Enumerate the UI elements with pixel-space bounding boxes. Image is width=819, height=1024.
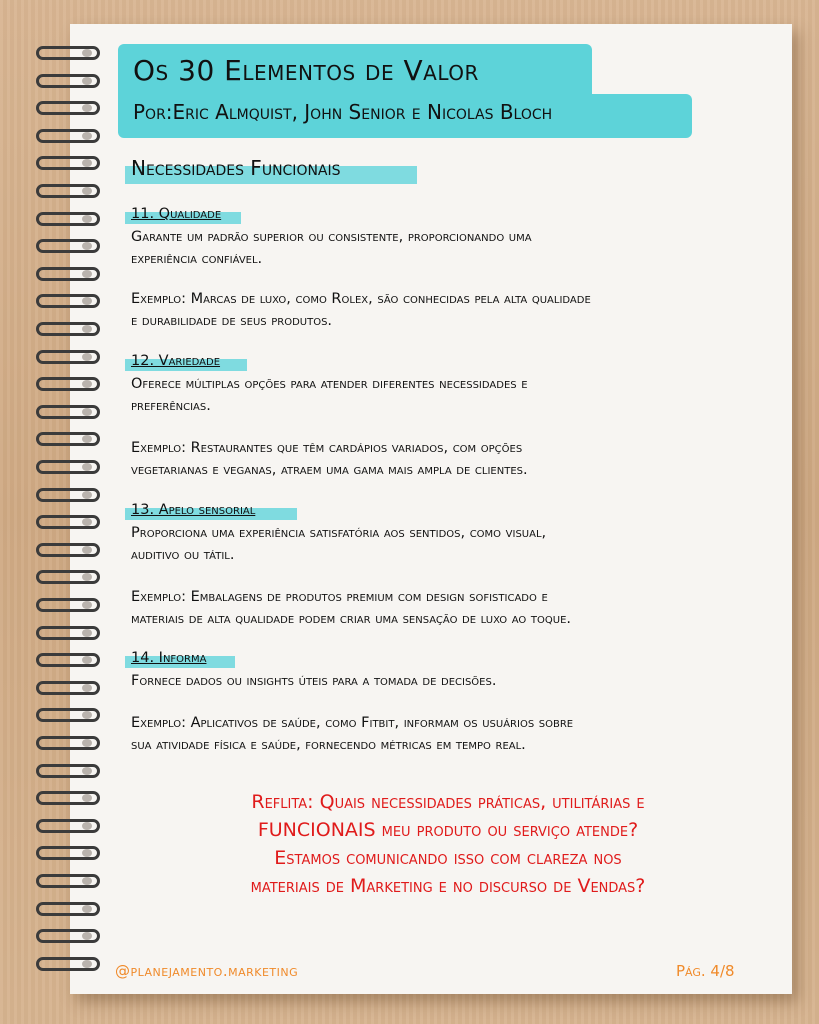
reflection-line: FUNCIONAIS meu produto ou serviço atende? bbox=[257, 819, 639, 841]
item-heading: 13. Apelo sensorial bbox=[131, 502, 256, 518]
text-line: Fornece dados ou insights úteis para a tomada de decisões. bbox=[131, 673, 497, 689]
item-heading: 12. Variedade bbox=[131, 353, 221, 369]
item-description bbox=[131, 373, 771, 417]
reflection-line: Estamos comunicando isso com clareza nos bbox=[274, 847, 622, 869]
spiral-ring bbox=[36, 46, 100, 60]
text-line: sua atividade física e saúde, fornecendo métricas em tempo real. bbox=[131, 737, 526, 753]
text-line: preferências. bbox=[131, 398, 211, 414]
item-description bbox=[131, 226, 771, 270]
spiral-ring bbox=[36, 350, 100, 364]
spiral-ring bbox=[36, 819, 100, 833]
spiral-ring bbox=[36, 874, 100, 888]
section-title: Necessidades Funcionais bbox=[131, 156, 341, 180]
reflection-line: Reflita: Quais necessidades práticas, utilitárias e bbox=[251, 791, 645, 813]
spiral-ring bbox=[36, 598, 100, 612]
spiral-ring bbox=[36, 708, 100, 722]
spiral-ring bbox=[36, 764, 100, 778]
spiral-ring bbox=[36, 846, 100, 860]
spiral-ring bbox=[36, 791, 100, 805]
item-example bbox=[131, 586, 771, 630]
item-example bbox=[131, 712, 771, 756]
spiral-ring bbox=[36, 239, 100, 253]
spiral-ring bbox=[36, 405, 100, 419]
spiral-ring bbox=[36, 184, 100, 198]
item-heading: 14. Informa bbox=[131, 650, 207, 666]
spiral-ring bbox=[36, 681, 100, 695]
spiral-ring bbox=[36, 74, 100, 88]
text-line: Proporciona uma experiência satisfatória aos sentidos, como visual, bbox=[131, 525, 547, 541]
spiral-ring bbox=[36, 377, 100, 391]
text-line: experiência confiável. bbox=[131, 251, 263, 267]
spiral-ring bbox=[36, 543, 100, 557]
social-handle: @planejamento.marketing bbox=[115, 962, 299, 980]
spiral-ring bbox=[36, 322, 100, 336]
spiral-ring bbox=[36, 902, 100, 916]
spiral-ring bbox=[36, 570, 100, 584]
spiral-ring bbox=[36, 626, 100, 640]
text-line: Exemplo: Aplicativos de saúde, como Fitbit, informam os usuários sobre bbox=[131, 715, 574, 731]
spiral-ring bbox=[36, 515, 100, 529]
text-line: auditivo ou tátil. bbox=[131, 547, 235, 563]
text-line: Exemplo: Restaurantes que têm cardápios variados, com opções bbox=[131, 440, 523, 456]
spiral-ring bbox=[36, 460, 100, 474]
reflection-line: materiais de Marketing e no discurso de Vendas? bbox=[250, 875, 646, 897]
spiral-ring bbox=[36, 432, 100, 446]
text-line: Exemplo: Marcas de luxo, como Rolex, são conhecidas pela alta qualidade bbox=[131, 291, 591, 307]
spiral-ring bbox=[36, 957, 100, 971]
text-line: Exemplo: Embalagens de produtos premium com design sofisticado e bbox=[131, 589, 548, 605]
spiral-ring bbox=[36, 294, 100, 308]
text-line: Garante um padrão superior ou consistente, proporcionando uma bbox=[131, 229, 532, 245]
item-description bbox=[131, 670, 771, 692]
page-title: Os 30 Elementos de Valor bbox=[133, 54, 479, 87]
spiral-ring bbox=[36, 156, 100, 170]
spiral-ring bbox=[36, 653, 100, 667]
item-example bbox=[131, 288, 771, 332]
author-line: Por:Eric Almquist, John Senior e Nicolas Bloch bbox=[133, 100, 553, 124]
spiral-ring bbox=[36, 129, 100, 143]
text-line: materiais de alta qualidade podem criar uma sensação de luxo ao toque. bbox=[131, 611, 572, 627]
spiral-ring bbox=[36, 267, 100, 281]
text-line: Oferece múltiplas opções para atender diferentes necessidades e bbox=[131, 376, 528, 392]
reflection-question bbox=[128, 788, 768, 900]
item-heading: 11. Qualidade bbox=[131, 206, 222, 222]
text-line: vegetarianas e veganas, atraem uma gama mais ampla de clientes. bbox=[131, 462, 528, 478]
spiral-ring bbox=[36, 101, 100, 115]
text-line: e durabilidade de seus produtos. bbox=[131, 313, 333, 329]
item-description bbox=[131, 522, 771, 566]
page-number: Pág. 4/8 bbox=[676, 962, 735, 980]
spiral-ring bbox=[36, 212, 100, 226]
spiral-ring bbox=[36, 488, 100, 502]
spiral-ring bbox=[36, 736, 100, 750]
item-example bbox=[131, 437, 771, 481]
spiral-ring bbox=[36, 929, 100, 943]
